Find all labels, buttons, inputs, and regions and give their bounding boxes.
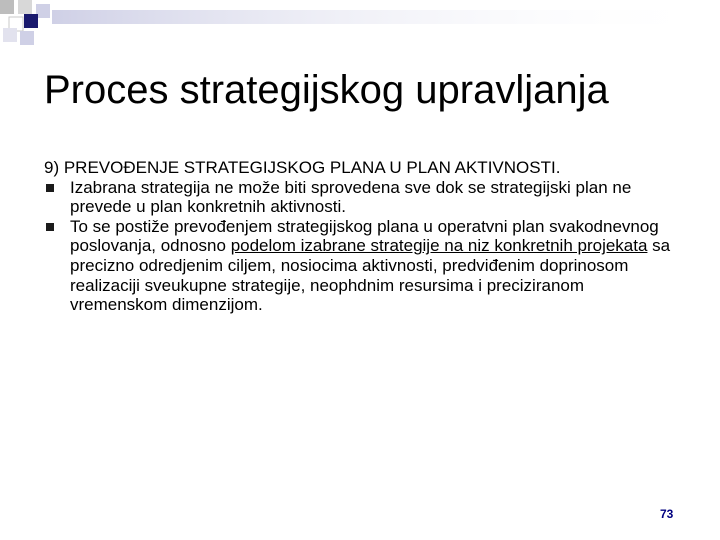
deco-square — [20, 31, 34, 45]
slide-body — [44, 158, 684, 315]
section-heading: 9) PREVOĐENJE STRATEGIJSKOG PLANA U PLAN AKTIVNOSTI. — [44, 158, 561, 177]
square-bullet-icon — [46, 223, 54, 231]
deco-square — [3, 28, 17, 42]
square-bullet-icon — [46, 184, 54, 192]
bullet-item — [44, 217, 684, 315]
deco-square — [0, 0, 14, 14]
underlined-phrase: podelom izabrane strategije na niz konkretnih projekata — [230, 236, 648, 256]
page-number: 73 — [660, 507, 674, 521]
deco-square — [36, 4, 50, 18]
header-band — [52, 10, 720, 24]
bullet-text-part: sa precizno odredjenim ciljem, nosiocima aktivnosti, predviđenim doprinosom realizaciji sveukupne strategije, neophdnim resursima i preciziranom vremenskom dimenzijom. — [70, 236, 671, 315]
bullet-item — [44, 178, 684, 217]
checkered-corner-decoration — [0, 0, 720, 50]
deco-square — [18, 0, 32, 14]
bullet-text-part: To se postiže prevođenjem strategijskog plana u operatvni plan svakodnevnog poslovanja, odnosno — [70, 216, 659, 256]
bullet-text: Izabrana strategija ne može biti sprovedena sve dok se strategijski plan ne prevede u plan konkretnih aktivnosti. — [70, 177, 632, 217]
slide-title: Proces strategijskog upravljanja — [44, 68, 609, 112]
deco-square — [24, 14, 38, 28]
